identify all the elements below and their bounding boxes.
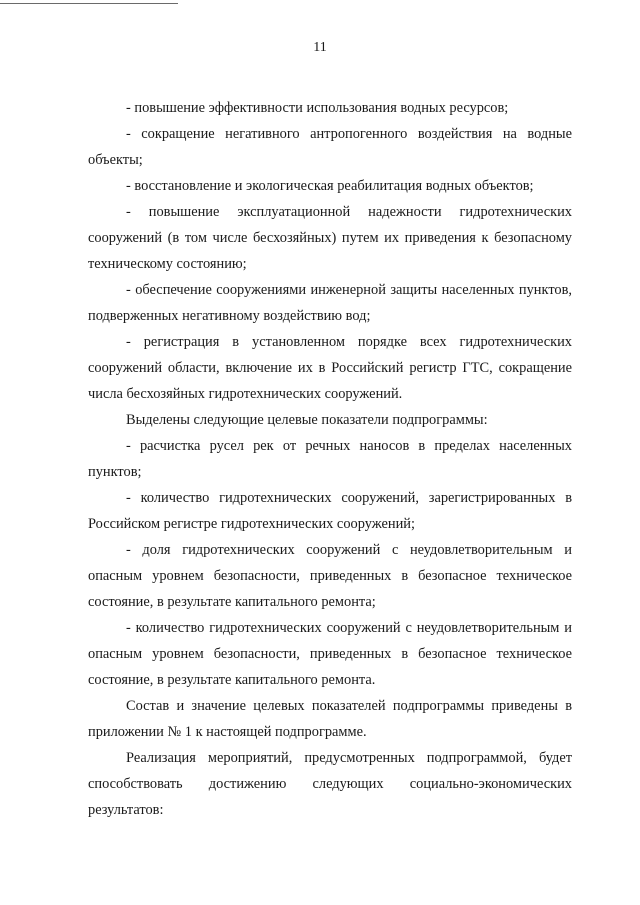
page-number: 11 [313,40,327,55]
paragraph: Выделены следующие целевые показатели подпрограммы: [126,412,488,428]
paragraph: - повышение эффективности использования водных ресурсов; [126,100,509,116]
paragraph: - восстановление и экологическая реабилитация водных объектов; [126,178,534,194]
paragraph: - регистрация в установленном порядке всех гидротехнических сооружений области, включение их в Российский регистр ГТС, сокращение числа бесхозяйных гидротехнических сооружений. [88,334,572,402]
paragraph: - повышение эксплуатационной надежности гидротехнических сооружений (в том числе бесхозяйных) путем их приведения к безопасному техническому состоянию; [88,204,572,272]
top-rule-line [0,3,178,4]
paragraph: Состав и значение целевых показателей подпрограммы приведены в приложении № 1 к настоящей подпрограмме. [88,698,572,740]
paragraph: - количество гидротехнических сооружений, зарегистрированных в Российском регистре гидротехнических сооружений; [88,490,572,532]
paragraph: - обеспечение сооружениями инженерной защиты населенных пунктов, подверженных негативному воздействию вод; [88,282,572,324]
paragraph: Реализация мероприятий, предусмотренных подпрограммой, будет способствовать достижению следующих социально-экономических результатов: [88,750,572,818]
paragraph: - сокращение негативного антропогенного воздействия на водные объекты; [88,126,572,168]
paragraph: - расчистка русел рек от речных наносов в пределах населенных пунктов; [88,438,572,480]
document-body [88,95,572,823]
paragraph: - количество гидротехнических сооружений с неудовлетворительным и опасным уровнем безопасности, приведенных в безопасное техническое состояние, в результате капитального ремонта. [88,620,572,688]
paragraph: - доля гидротехнических сооружений с неудовлетворительным и опасным уровнем безопасности, приведенных в безопасное техническое состояние, в результате капитального ремонта; [88,542,572,610]
